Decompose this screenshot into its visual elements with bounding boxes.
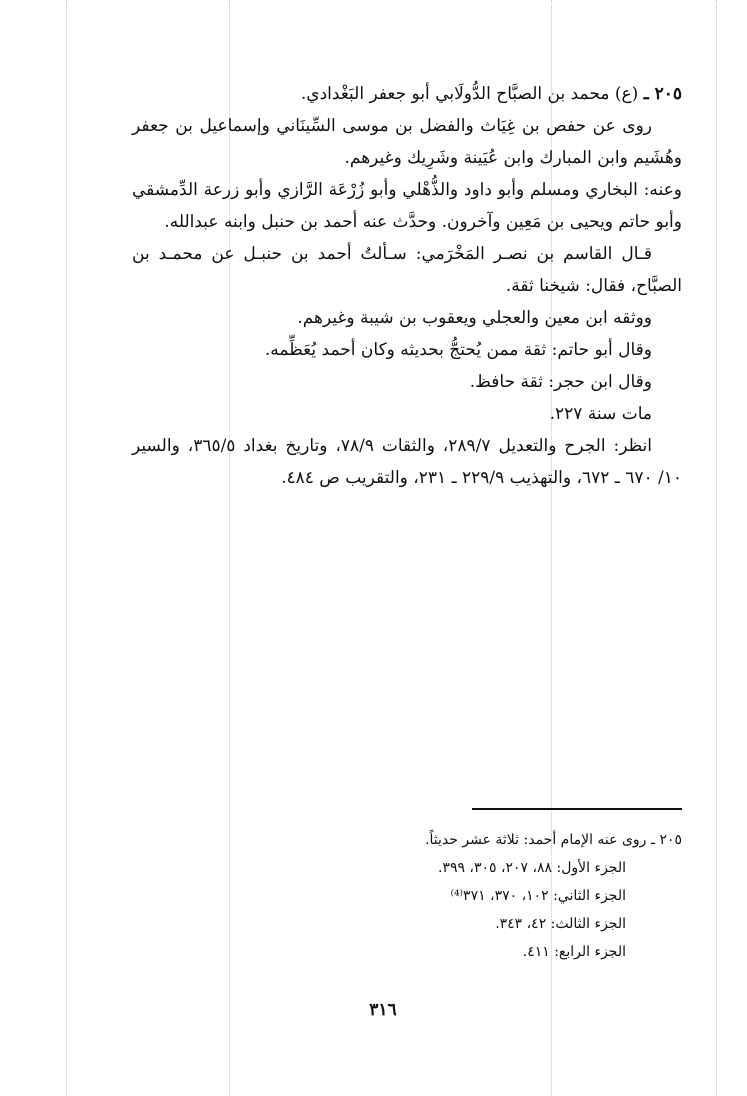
biography-entry bbox=[132, 78, 682, 494]
footnote bbox=[300, 826, 682, 966]
sources-paragraph: انظر: الجرح والتعديل ٢٨٩/٧، والثقات ٧٨/٩، وتاريخ بغداد ٣٦٥/٥، والسير ١٠/ ٦٧٠ ـ ٦٧٢، والتهذيب ٢٢٩/٩ ـ ٢٣١، والتقريب ص ٤٨٤. bbox=[132, 436, 682, 488]
footnote-intro: ٢٠٥ ـ روى عنه الإمام أحمد: ثلاثة عشر حديثاً. bbox=[425, 832, 682, 848]
footnote-volume: الجزء الثالث: ٤٢، ٣٤٣. bbox=[495, 916, 626, 932]
scan-guide-line bbox=[66, 0, 67, 1096]
footnote-separator bbox=[472, 808, 682, 810]
footnote-volume: الجزء الثاني: ١٠٢، ٣٧٠، ٣٧١⁽⁴⁾ bbox=[450, 888, 626, 904]
death-line: مات سنة ٢٢٧. bbox=[549, 404, 652, 424]
footnote-volume: الجزء الرابع: ٤١١. bbox=[522, 944, 626, 960]
footnote-volume: الجزء الأول: ٨٨، ٢٠٧، ٣٠٥، ٣٩٩. bbox=[437, 860, 626, 876]
entry-number: ٢٠٥ ـ bbox=[643, 84, 682, 104]
ibn-hajar-line: وقال ابن حجر: ثقة حافظ. bbox=[469, 372, 652, 392]
students-paragraph: وعنه: البخاري ومسلم وأبو داود والذُّهْلي وأبو زُرْعَة الرَّازي وأبو زرعة الدِّمشقي وأبو حاتم ويحيى بن مَعِين وآخرون. وحدَّث عنه أحمد بن حنبل وابنه عبدالله. bbox=[132, 180, 682, 232]
teachers-paragraph: روى عن حفص بن غِيَاث والفضل بن موسى السِّينَاني وإسماعيل بن جعفر وهُشَيم وابن المبارك وابن عُيَينة وشَرِيك وغيرهم. bbox=[132, 116, 682, 168]
page-number: ٣١٦ bbox=[369, 1000, 397, 1020]
entry-heading bbox=[132, 78, 682, 110]
abu-hatim-line: وقال أبو حاتم: ثقة ممن يُحتجُّ بحديثه وكان أحمد يُعَظِّمه. bbox=[264, 340, 652, 360]
qasim-paragraph: قـال القاسم بن نصـر المَخْرَمي: سـألتُ أحمد بن حنبـل عن محمـد بن الصبَّاح، فقال: شيخنا ثقة. bbox=[132, 244, 682, 296]
entry-title: (ع) محمد بن الصبَّاح الدُّولَابي أبو جعفر البَغْدادي. bbox=[300, 84, 639, 104]
tawthiq-line: ووثقه ابن معين والعجلي ويعقوب بن شيبة وغيرهم. bbox=[297, 308, 652, 328]
scan-guide-line bbox=[716, 0, 717, 1096]
